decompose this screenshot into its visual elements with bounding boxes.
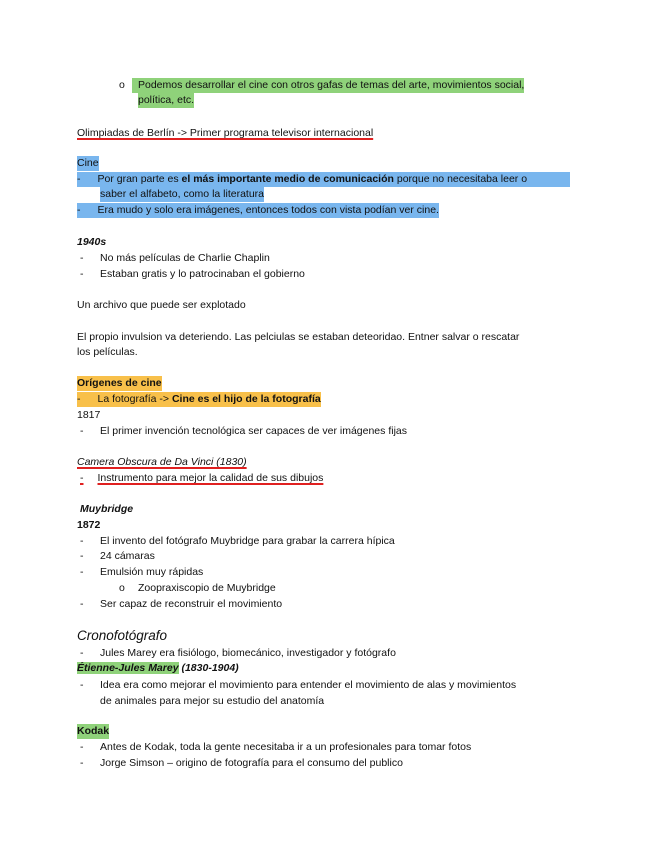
dash-marker: - — [80, 425, 84, 437]
dash-marker: - — [80, 550, 84, 562]
muybridge-year: 1872 — [77, 519, 101, 531]
top-item-line2: política, etc. — [138, 94, 195, 106]
kodak-item1: Antes de Kodak, toda la gente necesitaba ir a un profesionales para tomar fotos — [100, 741, 472, 753]
s1940-item1: No más películas de Charlie Chaplin — [100, 252, 270, 264]
propio-line1: El propio invulsion va deteriendo. Las pelciulas se estaban deteoridao. Entner salvar o rescatar — [77, 331, 520, 343]
dash-marker: - — [80, 566, 84, 578]
origenes-year: 1817 — [77, 409, 101, 421]
sub-bullet-marker: o — [119, 582, 125, 594]
dash-marker: - — [80, 268, 84, 280]
crono-item1: Jules Marey era fisiólogo, biomecánico, investigador y fotógrafo — [100, 647, 396, 659]
origenes-heading: Orígenes de cine — [77, 377, 162, 389]
dash-marker: - — [77, 204, 81, 216]
dash-marker: - — [77, 173, 81, 185]
dash-marker: - — [77, 393, 81, 405]
dash-marker: - — [80, 472, 84, 484]
origenes-item2: El primer invención tecnológica ser capaces de ver imágenes fijas — [100, 425, 407, 437]
kodak-heading: Kodak — [77, 725, 110, 737]
s1940-item2: Estaban gratis y lo patrocinaban el gobierno — [100, 268, 305, 280]
origenes-item-bold: Cine es el hijo de la fotografía — [171, 393, 321, 405]
dash-marker: - — [80, 535, 84, 547]
camera-heading: Camera Obscura de Da Vinci (1830) — [77, 456, 247, 468]
dash-marker: - — [80, 647, 84, 659]
muybridge-item4: Ser capaz de reconstruir el movimiento — [100, 598, 283, 610]
cine-item1-line2: saber el alfabeto, como la literatura — [100, 188, 265, 200]
muybridge-item2: 24 cámaras — [100, 550, 155, 562]
muybridge-item3: Emulsión muy rápidas — [100, 566, 204, 578]
cine-item1-bold: el más importante medio de comunicación — [181, 173, 394, 185]
archivo-line: Un archivo que puede ser explotado — [77, 299, 246, 311]
crono-name-line — [77, 661, 239, 676]
dash-marker: - — [80, 252, 84, 264]
camera-item — [80, 471, 323, 486]
s1940-heading: 1940s — [77, 236, 107, 248]
origenes-item — [77, 392, 321, 407]
kodak-item2: Jorge Simson – origino de fotografía para el consumo del publico — [100, 757, 403, 769]
camera-item-text: Instrumento para mejor la calidad de sus dibujos — [97, 472, 324, 484]
crono-name: Étienne-Jules Marey — [77, 662, 179, 674]
cine-item1-line1 — [77, 172, 570, 187]
crono-heading: Cronofotógrafo — [77, 628, 168, 643]
dash-marker: - — [80, 757, 84, 769]
cine-item1-text-b: porque no necesitaba leer o — [393, 173, 528, 185]
cine-item2 — [77, 203, 439, 218]
top-item-line1: Podemos desarrollar el cine con otros gafas de temas del arte, movimientos social, — [132, 78, 524, 93]
dash-marker: - — [80, 598, 84, 610]
cine-item2-text: Era mudo y solo era imágenes, entonces todos con vista podían ver cine. — [97, 204, 439, 216]
crono-item2-line2: de animales para mejor su estudio del anatomía — [100, 695, 325, 707]
muybridge-item1: El invento del fotógrafo Muybridge para grabar la carrera hípica — [100, 535, 395, 547]
cine-heading: Cine — [77, 157, 99, 169]
berlin-line: Olimpiadas de Berlín -> Primer programa televisor internacional — [77, 127, 374, 139]
dash-marker: - — [80, 679, 84, 691]
cine-item1-text-a: Por gran parte es — [97, 173, 182, 185]
propio-line2: los películas. — [77, 346, 138, 358]
crono-dates: (1830-1904) — [178, 662, 239, 674]
muybridge-sub-item: Zoopraxiscopio de Muybridge — [138, 582, 276, 594]
crono-item2-line1: Idea era como mejorar el movimiento para entender el movimiento de alas y movimientos — [100, 679, 517, 691]
muybridge-heading: Muybridge — [80, 503, 134, 515]
dash-marker: - — [80, 741, 84, 753]
sub-bullet-marker: o — [119, 79, 125, 91]
origenes-item-text: La fotografía -> — [97, 393, 172, 405]
